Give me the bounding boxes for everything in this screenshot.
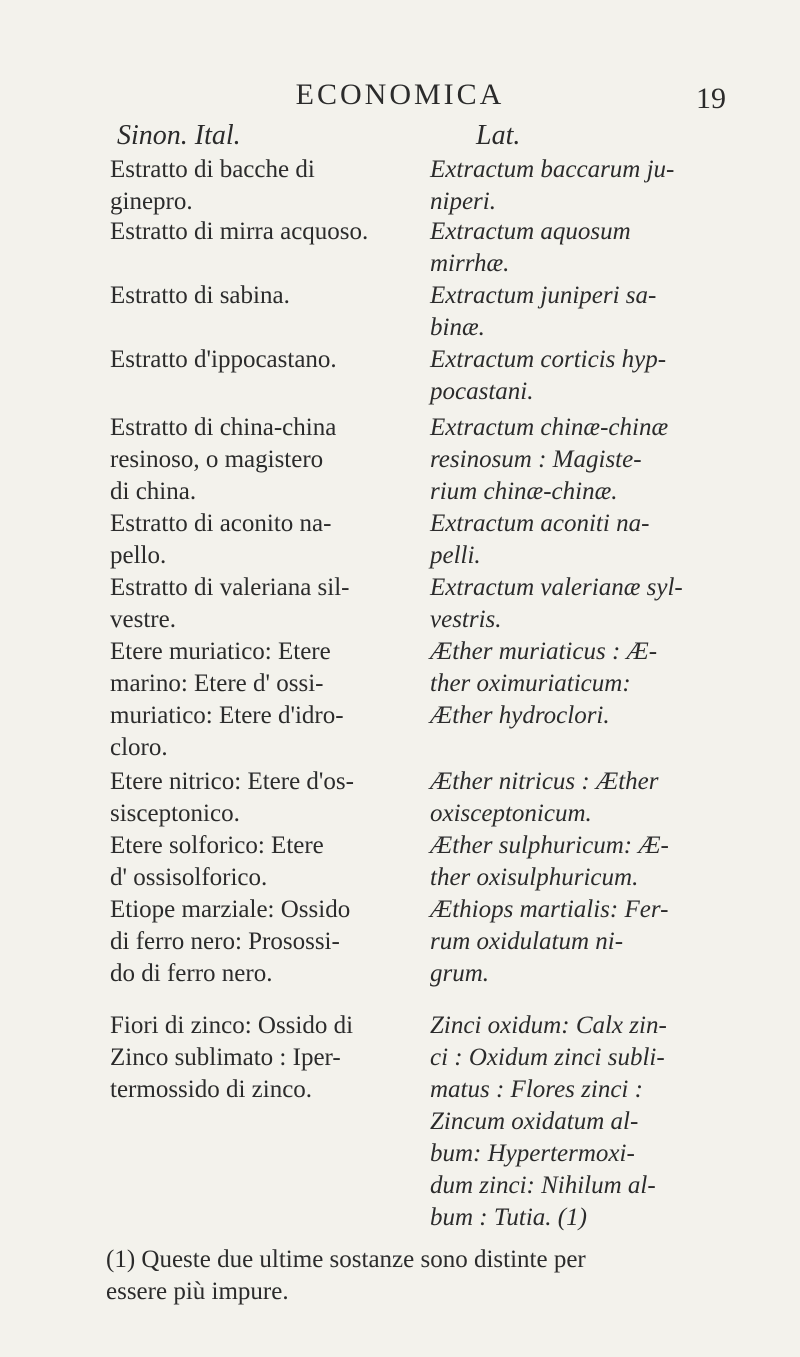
entry-line: Fiori di zinco: Ossido di (110, 1012, 354, 1039)
entry-line: Æther hydroclori. (430, 702, 610, 729)
italian-entry (110, 572, 350, 636)
latin-entry (430, 216, 631, 280)
entry-line: niperi. (430, 188, 496, 215)
latin-entry (430, 154, 674, 218)
entry-line: Extractum chinæ-chinæ (430, 414, 669, 441)
italian-entry (110, 636, 344, 764)
entry-line: ci : Oxidum zinci subli- (430, 1044, 665, 1071)
entry-line: do di ferro nero. (110, 960, 273, 987)
entry-line: Estratto di valeriana sil- (110, 574, 350, 601)
latin-entry (430, 280, 656, 344)
entry-line: Extractum corticis hyp- (430, 346, 667, 373)
entry-line: Etiope marziale: Ossido (110, 896, 351, 923)
latin-entry (430, 344, 666, 408)
entry-line: dum zinci: Nihilum al- (430, 1172, 656, 1199)
entry-line: Estratto di sabina. (110, 282, 290, 309)
italian-entry (110, 508, 331, 572)
latin-entry (430, 894, 668, 990)
entry-line: pelli. (430, 542, 481, 569)
entry-line: pocastani. (430, 378, 534, 405)
latin-entry (430, 572, 683, 636)
entry-line: d' ossisolforico. (110, 864, 268, 891)
footnote (106, 1244, 586, 1308)
entry-line: Zinco sublimato : Iper- (110, 1044, 341, 1071)
entry-line: cloro. (110, 734, 168, 761)
entry-line: termossido di zinco. (110, 1076, 313, 1103)
entry-line: Estratto di bacche di (110, 156, 315, 183)
entry-line: muriatico: Etere d'idro- (110, 702, 344, 729)
latin-entry (430, 636, 657, 732)
italian-entry (110, 344, 337, 376)
entry-line: resinoso, o magistero (110, 446, 324, 473)
entry-line: Æther nitricus : Æther (430, 768, 659, 795)
entry-line: Zincum oxidatum al- (430, 1108, 639, 1135)
entry-line: di china. (110, 478, 197, 505)
latin-entry (430, 766, 658, 830)
entry-line: marino: Etere d' ossi- (110, 670, 324, 697)
italian-entry (110, 830, 324, 894)
entry-line: rium chinæ-chinæ. (430, 478, 618, 505)
latin-entry (430, 412, 668, 508)
entry-line: ginepro. (110, 188, 193, 215)
column-header-italian: Sinon. Ital. (117, 120, 241, 151)
entry-line: matus : Flores zinci : (430, 1076, 643, 1103)
entry-line: di ferro nero: Prosossi- (110, 928, 340, 955)
latin-entry (430, 508, 649, 572)
entry-line: rum oxidulatum ni- (430, 928, 624, 955)
entry-line: bum : Tutia. (1) (430, 1204, 587, 1231)
entry-line: ther oximuriaticum: (430, 670, 631, 697)
entry-line: Etere muriatico: Etere (110, 638, 331, 665)
entry-line: Extractum aquosum (430, 218, 631, 245)
italian-entry (110, 766, 354, 830)
italian-entry (110, 154, 315, 218)
entry-line: Estratto d'ippocastano. (110, 346, 337, 373)
entry-line: pello. (110, 542, 167, 569)
entry-line: Etere nitrico: Etere d'os- (110, 768, 354, 795)
latin-entry (430, 1010, 667, 1234)
running-head: ECONOMICA (295, 78, 505, 111)
entry-line: Extractum baccarum ju- (430, 156, 675, 183)
entry-line: bum: Hypertermoxi- (430, 1140, 635, 1167)
italian-entry (110, 216, 368, 248)
entry-line: grum. (430, 960, 490, 987)
footnote-line: (1) Queste due ultime sostanze sono distinte per (106, 1246, 586, 1273)
entry-line: Æther sulphuricum: Æ- (430, 832, 669, 859)
column-header-latin: Lat. (476, 120, 521, 151)
entry-line: Æther muriaticus : Æ- (430, 638, 658, 665)
entry-line: vestris. (430, 606, 502, 633)
entry-line: oxisceptonicum. (430, 800, 592, 827)
entry-line: Etere solforico: Etere (110, 832, 324, 859)
italian-entry (110, 280, 290, 312)
italian-entry (110, 1010, 353, 1106)
entry-line: mirrhæ. (430, 250, 510, 277)
latin-entry (430, 830, 669, 894)
italian-entry (110, 894, 350, 990)
entry-line: binæ. (430, 314, 485, 341)
entry-line: sisceptonico. (110, 800, 240, 827)
entry-line: resinosum : Magiste- (430, 446, 642, 473)
entry-line: Extractum aconiti na- (430, 510, 650, 537)
entry-line: Estratto di china-china (110, 414, 337, 441)
entry-line: Estratto di mirra acquoso. (110, 218, 369, 245)
italian-entry (110, 412, 336, 508)
entry-line: Extractum valerianæ syl- (430, 574, 683, 601)
entry-line: ther oxisulphuricum. (430, 864, 639, 891)
page-number: 19 (696, 82, 726, 115)
entry-line: Æthiops martialis: Fer- (430, 896, 669, 923)
entry-line: Extractum juniperi sa- (430, 282, 657, 309)
entry-line: vestre. (110, 606, 176, 633)
footnote-line: essere più impure. (106, 1278, 289, 1305)
entry-line: Estratto di aconito na- (110, 510, 332, 537)
entry-line: Zinci oxidum: Calx zin- (430, 1012, 667, 1039)
